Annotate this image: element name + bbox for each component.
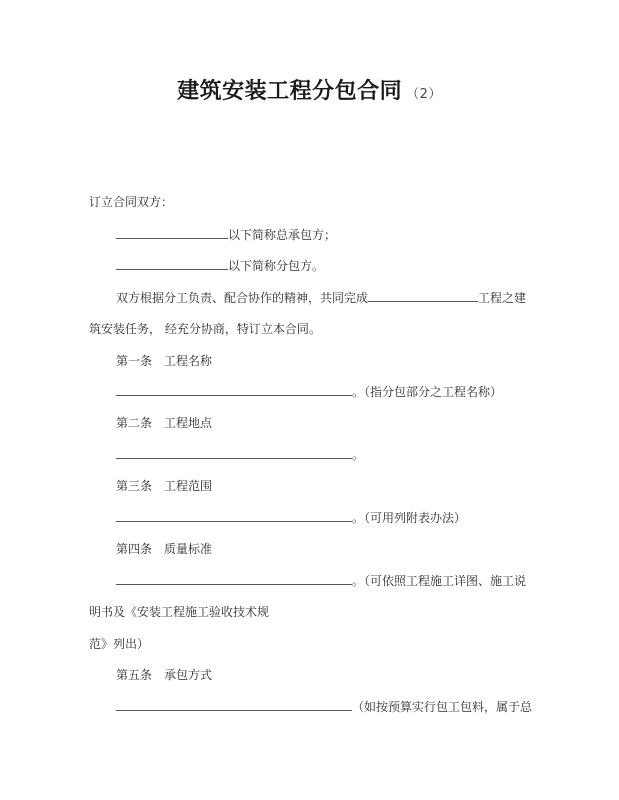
preamble-line-2: 筑安装任务， 经充分协商，特订立本合同。 xyxy=(89,322,321,336)
article-3-heading: 第三条 工程范围 xyxy=(116,479,213,493)
preamble-line-1 xyxy=(116,289,526,306)
article-2-note: 。 xyxy=(352,448,365,462)
article-1-note: 。（指分包部分之工程名称） xyxy=(352,385,503,399)
article-2-blank xyxy=(116,446,352,459)
article-4-continuation-1: 明书及《安装工程施工验收技术规 xyxy=(89,605,270,619)
party-general-contractor xyxy=(116,226,336,243)
article-1-line xyxy=(116,383,502,400)
preamble-text-1: 双方根据分工负责、配合协作的精神，共同完成 xyxy=(116,291,369,305)
project-name-blank xyxy=(368,289,478,302)
article-4-note: 。（可依照工程施工详图、施工说 xyxy=(352,574,527,588)
parties-heading: 订立合同双方： xyxy=(89,195,174,209)
party-sub-label: 以下简称分包方。 xyxy=(228,259,325,273)
article-3-note: 。（可用列附表办法） xyxy=(352,511,467,525)
article-1-heading: 第一条 工程名称 xyxy=(116,354,213,368)
article-5-heading: 第五条 承包方式 xyxy=(116,668,213,682)
article-2-line xyxy=(116,446,364,463)
article-3-line xyxy=(116,509,466,526)
subcontractor-blank xyxy=(116,257,228,270)
document-title xyxy=(0,74,619,105)
article-1-blank xyxy=(116,383,352,396)
article-2-heading: 第二条 工程地点 xyxy=(116,416,213,430)
article-3-blank xyxy=(116,509,352,522)
article-4-line xyxy=(116,572,526,589)
general-contractor-blank xyxy=(116,226,228,239)
preamble-text-2: 工程之建 xyxy=(478,291,527,305)
article-5-line xyxy=(116,698,532,715)
article-4-continuation-2: 范》列出） xyxy=(89,637,150,651)
article-5-note: （如按预算实行包工包料，属于总 xyxy=(352,700,533,714)
title-text: 建筑安装工程分包合同 xyxy=(177,79,403,104)
article-4-heading: 第四条 质量标准 xyxy=(116,542,213,556)
article-5-blank xyxy=(116,698,352,711)
article-4-blank xyxy=(116,572,352,585)
party-general-label: 以下简称总承包方； xyxy=(228,228,337,242)
party-subcontractor xyxy=(116,257,324,274)
title-suffix: （2） xyxy=(406,87,442,102)
